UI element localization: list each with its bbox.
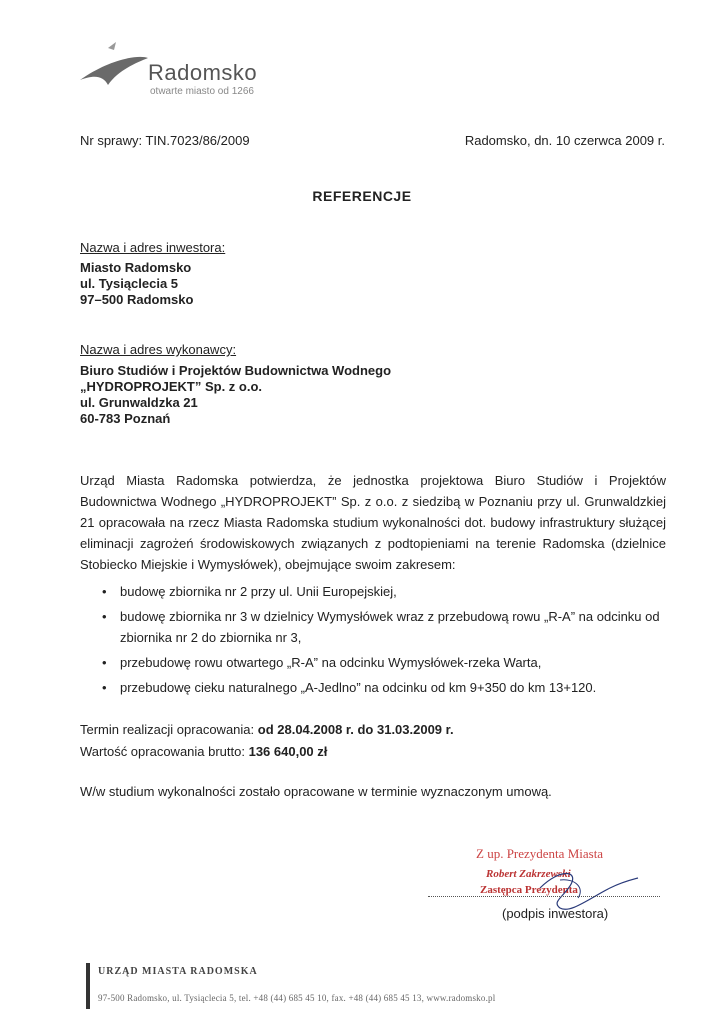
bullet-icon: • <box>102 655 107 670</box>
scope-item-text: budowę zbiornika nr 2 przy ul. Unii Europejskiej, <box>120 584 397 599</box>
contractor-line: Biuro Studiów i Projektów Budownictwa Wodnego <box>80 363 392 378</box>
stamp-name: Robert Zakrzewski <box>486 868 571 880</box>
case-number: Nr sprawy: TIN.7023/86/2009 <box>80 133 250 148</box>
scope-item-text: przebudowę cieku naturalnego „A-Jedlno” na odcinku od km 9+350 do km 13+120. <box>120 680 597 695</box>
contractor-label: Nazwa i adres wykonawcy: <box>80 342 237 357</box>
investor-address <box>80 260 193 308</box>
logo-title: Radomsko <box>148 60 258 85</box>
value-amount: 136 640,00 zł <box>248 744 328 759</box>
place-date: Radomsko, dn. 10 czerwca 2009 r. <box>464 133 665 148</box>
investor-label: Nazwa i adres inwestora: <box>80 240 226 255</box>
list-item <box>80 606 666 648</box>
term-label: Termin realizacji opracowania: <box>80 722 258 737</box>
contractor-line: ul. Grunwaldzka 21 <box>80 395 198 410</box>
investor-line: ul. Tysiąclecia 5 <box>80 276 179 291</box>
contractor-line: 60-783 Poznań <box>80 411 171 426</box>
scope-list <box>80 581 666 702</box>
contractor-line: „HYDROPROJEKT” Sp. z o.o. <box>80 379 263 394</box>
contractor-address <box>80 363 391 427</box>
term-line <box>80 722 454 737</box>
investor-line: 97–500 Radomsko <box>80 292 194 307</box>
signature-line <box>428 896 660 897</box>
logo-tagline: otwarte miasto od 1266 <box>150 86 254 97</box>
bullet-icon: • <box>102 584 107 599</box>
bullet-icon: • <box>102 609 107 624</box>
investor-line: Miasto Radomsko <box>80 260 192 275</box>
scope-item-text: przebudowę rowu otwartego „R-A” na odcinku Wymysłówek-rzeka Warta, <box>120 655 542 670</box>
document-title: REFERENCJE <box>312 188 412 204</box>
bullet-icon: • <box>102 680 107 695</box>
list-item <box>80 652 666 673</box>
stamp-line: Z up. Prezydenta Miasta <box>476 846 604 861</box>
value-line <box>80 744 327 759</box>
footer-divider <box>86 963 90 1009</box>
list-item <box>80 581 666 602</box>
value-label: Wartość opracowania brutto: <box>80 744 249 759</box>
scope-item-text: budowę zbiornika nr 3 w dzielnicy Wymysłówek wraz z przebudową rowu „R-A” na odcinku od zbiornika nr 2 do zbiornika nr 3, <box>120 609 660 645</box>
body-paragraph: Urząd Miasta Radomska potwierdza, że jednostka projektowa Biuro Studiów i Projektów Budownictwa Wodnego „HYDROPROJEKT” Sp. z o.o. z siedzibą w Poznaniu przy ul. Grunwaldzkiej 21 opracowała na rzecz Miasta Radomska studium wykonalności dot. budowy infrastruktury służącej eliminacji zagrożeń środowiskowych związanych z podtopieniami na terenie Radomska (dzielnice Stobiecko Miejskie i Wymysłówek), obejmujące swoim zakresem: <box>80 473 666 572</box>
footer-office-name: URZĄD MIASTA RADOMSKA <box>98 966 258 977</box>
stamp-role: Zastępca Prezydenta <box>480 884 578 896</box>
final-sentence: W/w studium wykonalności zostało opracowane w terminie wyznaczonym umową. <box>80 784 552 799</box>
footer-address: 97-500 Radomsko, ul. Tysiąclecia 5, tel. +48 (44) 685 45 10, fax. +48 (44) 685 45 13, www.radomsko.pl <box>98 993 496 1003</box>
term-value: od 28.04.2008 r. do 31.03.2009 r. <box>257 722 454 737</box>
signature-caption: (podpis inwestora) <box>502 906 609 921</box>
list-item <box>80 677 666 698</box>
